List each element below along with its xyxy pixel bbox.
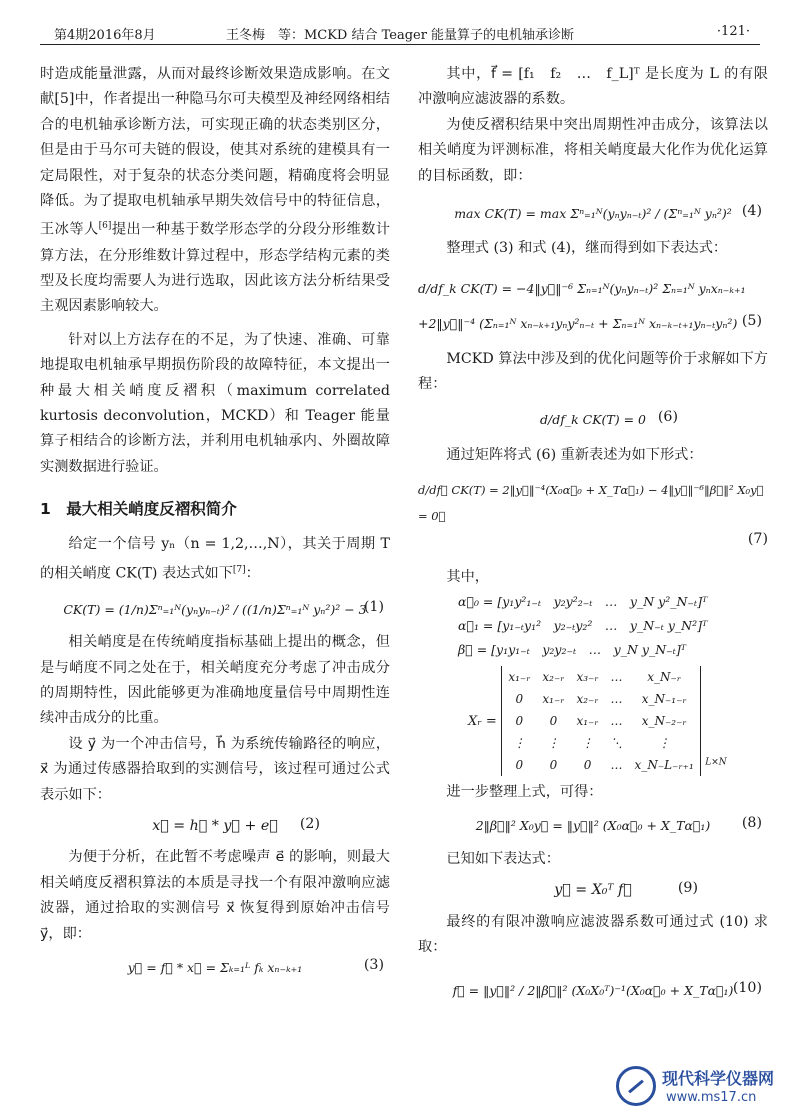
matrix-cell: x₁₋ᵣ [508,669,531,684]
equation-8: 2‖β⃗‖² X₀y⃗ = ‖y⃗‖² (X₀α⃗₀ + X_Tα⃗₁) (8) [475,815,762,834]
alpha0-definition: α⃗₀ = [y₁y²₁₋ₜ y₂y²₂₋ₜ … y_N y²_N₋ₜ]ᵀ [458,593,708,609]
equation-5: d/df_k CK(T) = −4‖y⃗‖⁻⁶ Σₙ₌₁ᴺ(yₙyₙ₋ₜ)² Σₙ₌₁ᴺ yₙxₙ₋ₖ₊₁ +2‖y⃗‖⁻⁴ (Σₙ₌₁ᴺ xₙ₋ₖ₊₁yₙy²ₙ₋ₜ + Σₙ₌₁ᴺ xₙ₋ₖ₋ₜ₊₁yₙ₋ₜyₙ²) (5) [418,280,762,332]
matrix-row [502,754,700,776]
matrix-cell: x_N₋₂₋ᵣ [641,713,687,728]
watermark-url: www.ms17.cn [666,1090,757,1105]
matrix-cell: x_N₋₁₋ᵣ [641,691,687,706]
right-column [418,62,768,1004]
matrix-body [501,666,700,776]
article-short-title: 王冬梅 等：MCKD 结合 Teager 能量算子的电机轴承诊断 [225,28,575,43]
equation-2: x⃗ = h⃗ * y⃗ + e⃗ (2) [152,816,320,835]
paragraph: 其中，f⃗ = [f₁ f₂ … f_L]ᵀ 是长度为 L 的有限冲激响应滤波器的系数。 [418,66,768,108]
matrix-cell: x_N₋ᵣ [647,669,682,684]
matrix-cell: ⋮ [658,735,671,750]
paragraph: 时造成能量泄露，从而对最终诊断效果造成影响。在文献[5]中，作者提出一种隐马尔可夫模型及神经网络相结合的电机轴承诊断方法，可实现正确的状态类别区分，但是由于马尔可夫链的假设，使其对系统的建模具有一定局限性，对于复杂的状态分类问题，精确度将会明显降低。为了提取电机轴承早期失效信号中的特征信息，王冰等人[6]提出一种基于数学形态学的分段分形维数计算方法，在分形维数计算过程中，形态学结构元素的类型及长度均需要人为进行选取，因此该方法分析结果受主观因素影响较大。 [40,66,390,315]
equation-9: y⃗ = X₀ᵀ f⃗ (9) [554,880,698,899]
page-number: ·121· [716,24,750,39]
matrix-cell: x₁₋ᵣ [542,691,565,706]
equation-3: y⃗ = f⃗ * x⃗ = Σₖ₌₁ᴸ fₖ xₙ₋ₖ₊₁ (3) [127,957,384,976]
equation-6: d/df_k CK(T) = 0 (6) [539,409,678,428]
equation-10: f⃗ = ‖y⃗‖² / 2‖β⃗‖² (X₀X₀ᵀ)⁻¹(X₀α⃗₀ + X_Tα⃗₁) (10) [452,980,762,999]
matrix-cell: ⋱ [610,735,623,750]
gauge-icon [616,1066,656,1106]
section-heading: 1 最大相关峭度反褶积简介 [40,500,237,519]
matrix-cell: 0 [515,713,524,728]
matrix-cell: 0 [515,757,524,772]
watermark-logo [610,1062,788,1112]
vector-definitions [418,590,768,662]
paragraph: 给定一个信号 yₙ（n = 1,2,…,N），其关于周期 T 的相关峭度 CK(T) 表达式如下[7]： [40,536,390,582]
matrix-row [502,732,700,754]
paragraph: 最终的有限冲激响应滤波器系数可通过式 (10) 求取： [418,913,768,955]
matrix-cell: … [610,691,623,706]
paragraph: 整理式 (3) 和式 (4)，继而得到如下表达式： [446,240,728,257]
issue-info: 第4期2016年8月 [54,28,156,43]
matrix-cell: x₃₋ᵣ [576,669,599,684]
equation-7: d/df⃗ CK(T) = 2‖y⃗‖⁻⁴(X₀α⃗₀ + X_Tα⃗₁) − 4‖y⃗‖⁻⁶‖β⃗‖² X₀y⃗ = 0⃗ (7) [418,483,768,548]
matrix-cell: … [610,757,623,772]
matrix-cell: 0 [583,757,592,772]
matrix-cell: x_N₋L₋ᵣ₊₁ [634,757,694,772]
citation[interactable]: [7] [232,564,246,575]
watermark-name: 现代科学仪器网 [662,1069,775,1088]
matrix-cell: … [610,669,623,684]
matrix-cell: ⋮ [581,735,594,750]
paragraph: 设 y⃗ 为一个冲击信号，h⃗ 为系统传输路径的响应，x⃗ 为通过传感器拾取到的实测信号，该过程可通过公式表示如下： [40,735,390,803]
matrix-cell: ⋮ [513,735,526,750]
matrix-row [502,710,700,732]
matrix-cell: … [610,713,623,728]
matrix-row [502,666,700,688]
matrix-cell: x₂₋ᵣ [542,669,565,684]
equation-1: CK(T) = (1/n)Σⁿ₌₁ᴺ(yₙyₙ₋ₜ)² / ((1/n)Σⁿ₌₁ᴺ yₙ²)² − 3 (1) [63,598,384,617]
paragraph: 通过矩阵将式 (6) 重新表述为如下形式： [446,446,703,463]
paragraph: 已知如下表达式： [446,850,560,867]
paragraph: 针对以上方法存在的不足，为了快速、准确、可靠地提取电机轴承早期损伤阶段的故障特征，本文提出一种最大相关峭度反褶积（maximum correlated kurtosis deconvolution，MCKD）和 Teager 能量算子相结合的诊断方法，并利用电机轴承内、外圈故障实测数据进行验证。 [40,331,390,475]
left-column [40,62,390,988]
paragraph: 其中， [446,568,489,585]
matrix-cell: 0 [549,757,558,772]
beta-definition: β⃗ = [y₁y₁₋ₜ y₂y₂₋ₜ … y_N y_N₋ₜ]ᵀ [458,641,686,657]
paragraph: 为便于分析，在此暂不考虑噪声 e⃗ 的影响，则最大相关峭度反褶积算法的本质是寻找一个有限冲激响应滤波器，通过拾取的实测信号 x⃗ 恢复得到原始冲击信号 y⃗，即： [40,849,390,942]
matrix-cell: x₂₋ᵣ [576,691,599,706]
paragraph: 为使反褶积结果中突出周期性冲击成分，该算法以相关峭度为评测标准，将相关峭度最大化作为优化运算的目标函数，即： [418,116,768,184]
matrix-cell: ⋮ [547,735,560,750]
matrix-row [502,688,700,710]
paragraph: MCKD 算法中涉及到的优化问题等价于求解如下方程： [418,350,768,393]
matrix-cell: 0 [515,691,524,706]
matrix-xr: Xᵣ = x₁₋ᵣ x₂₋ᵣ x₃₋ᵣ … x_N₋ᵣ 0 x₁₋ᵣ x₂₋ᵣ … x_N₋₁₋ᵣ 0 0 x₁₋ᵣ … x_N₋₂₋ᵣ ⋮ ⋮ ⋮ ⋱ ⋮ 0 0 0 … x_N₋L₋ᵣ₊₁ L×N [418,666,768,776]
matrix-cell: 0 [549,713,558,728]
paragraph: 进一步整理上式，可得： [446,783,603,800]
matrix-cell: x₁₋ᵣ [576,713,599,728]
citation[interactable]: [6] [98,221,112,232]
equation-4: max CK(T) = max Σⁿ₌₁ᴺ(yₙyₙ₋ₜ)² / (Σⁿ₌₁ᴺ yₙ²)² (4) [454,203,762,222]
alpha1-definition: α⃗₁ = [y₁₋ₜy₁² y₂₋ₜy₂² … y_N₋ₜ y_N²]ᵀ [458,617,708,633]
running-header [40,22,760,45]
paragraph: 相关峭度是在传统峭度指标基础上提出的概念，但是与峭度不同之处在于，相关峭度充分考虑了冲击成分的周期特性，因此能够更为准确地度量信号中周期性连续冲击成分的比重。 [40,634,390,727]
